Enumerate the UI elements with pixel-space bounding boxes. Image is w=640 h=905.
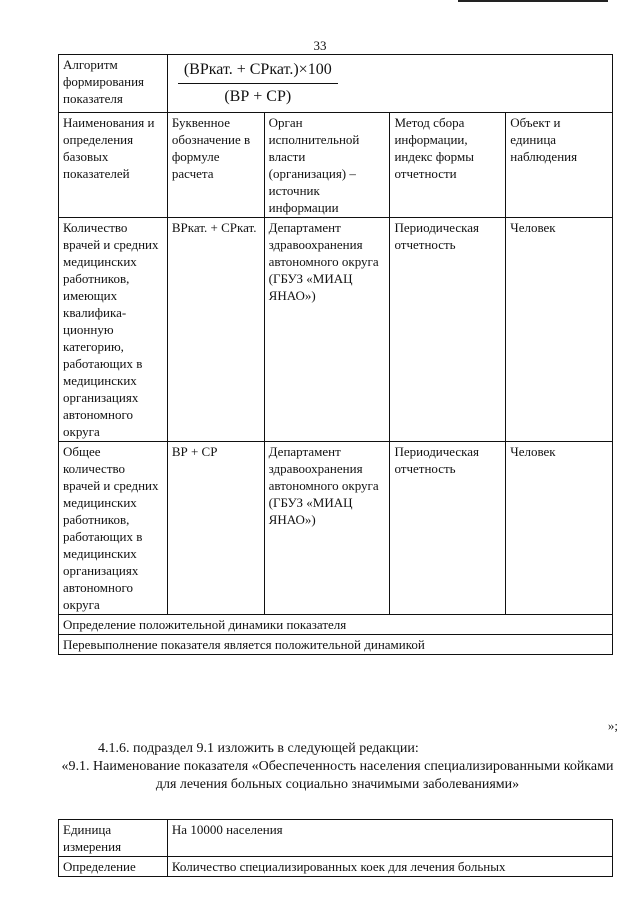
header-method: Метод сбора информации, индекс формы отчетности [390,113,506,218]
row-method: Периодическая отчетность [390,442,506,615]
page-number: 33 [313,38,327,53]
row-unit: Человек [506,442,613,615]
formula-denominator: (ВР + СР) [224,88,292,105]
header-name: Наименования и определения базовых показателей [59,113,168,218]
definition-value: Количество специализированных коек для лечения больных [167,857,612,877]
algorithm-label: Алгоритм формирования показателя [59,55,168,113]
header-row [59,113,613,218]
header-symbol: Буквенное обозначение в формуле расчета [167,113,264,218]
unit-value: На 10000 населения [167,820,612,857]
algorithm-row [59,55,613,113]
table-row [59,218,613,442]
footer-row [59,635,613,655]
closing-quote-mark: »; [607,718,618,733]
row-name: Общее количество врачей и средних медицинских работников, работающих в медицинских организациях автономного округа [59,442,168,615]
row-name: Количество врачей и средних медицинских работников, имеющих квалифика-ционную категорию, работающих в медицинских организациях автономного округа [59,218,168,442]
row-method: Периодическая отчетность [390,218,506,442]
formula [178,59,338,108]
top-edge-line [458,0,608,6]
table-row [59,442,613,615]
row-unit: Человек [506,218,613,442]
unit-label: Единица измерения [59,820,168,857]
table-row [59,857,613,877]
row-source: Департамент здравоохранения автономного округа (ГБУЗ «МИАЦ ЯНАО») [264,442,390,615]
amendment-paragraph: 4.1.6. подраздел 9.1 изложить в следующей редакции: [98,741,419,756]
unit-table [58,819,613,877]
row-source: Департамент здравоохранения автономного округа (ГБУЗ «МИАЦ ЯНАО») [264,218,390,442]
header-source: Орган исполнительной власти (организация) – источник информации [264,113,390,218]
table-row [59,820,613,857]
definition-label: Определение [59,857,168,877]
formula-numerator: (ВРкат. + СРкат.)×100 [178,59,338,84]
dynamics-definition: Определение положительной динамики показателя [59,615,613,635]
indicator-table [58,54,613,655]
row-symbol: ВР + СР [167,442,264,615]
footer-row [59,615,613,635]
dynamics-value: Перевыполнение показателя является положительной динамикой [59,635,613,655]
row-symbol: ВРкат. + СРкат. [167,218,264,442]
section-title: «9.1. Наименование показателя «Обеспеченность населения специализированными койками для лечения больных социально значимыми заболеваниями» [61,759,614,792]
formula-cell [167,55,612,113]
header-unit: Объект и единица наблюдения [506,113,613,218]
